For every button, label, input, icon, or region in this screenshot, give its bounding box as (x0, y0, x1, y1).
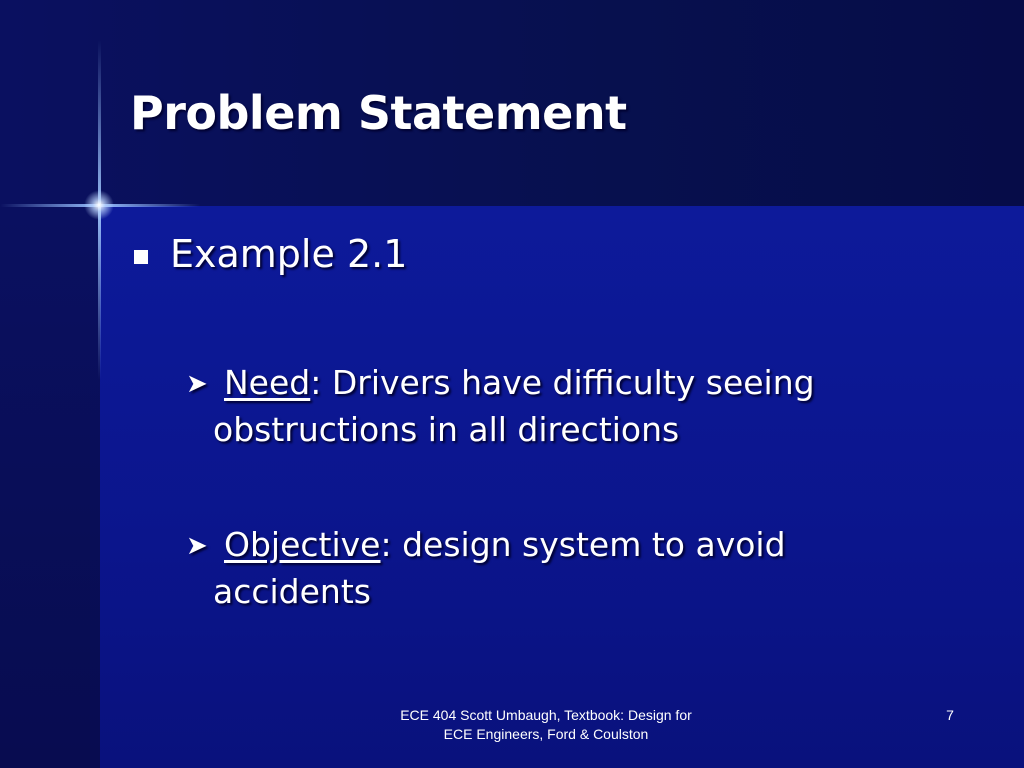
footer-line2: ECE Engineers, Ford & Coulston (443, 726, 649, 742)
slide-title: Problem Statement (130, 86, 627, 140)
sub-bullet-need-line2: obstructions in all directions (213, 410, 680, 449)
footer-citation (380, 706, 712, 744)
footer-line1: ECE 404 Scott Umbaugh, Textbook: Design for (400, 707, 692, 723)
sub-bullet-need-line1 (186, 360, 886, 407)
page-number: 7 (946, 707, 954, 723)
body-area (100, 206, 1024, 768)
bullet-example-text: Example 2.1 (170, 232, 408, 276)
objective-term: Objective (224, 525, 381, 564)
left-band (0, 206, 100, 768)
need-text: : Drivers have difficulty seeing (310, 363, 815, 402)
objective-text: : design system to avoid (380, 525, 786, 564)
need-term: Need (224, 363, 311, 402)
sub-bullet-objective-line2: accidents (213, 572, 371, 611)
sub-bullet-objective-line1 (186, 522, 886, 569)
square-bullet-icon (134, 250, 148, 264)
light-flare-icon (84, 190, 114, 220)
bullet-example (134, 232, 407, 276)
arrow-bullet-icon: ➤ (186, 369, 208, 399)
arrow-bullet-icon: ➤ (186, 531, 208, 561)
sub-bullet-objective (186, 522, 886, 615)
sub-bullet-need (186, 360, 886, 453)
